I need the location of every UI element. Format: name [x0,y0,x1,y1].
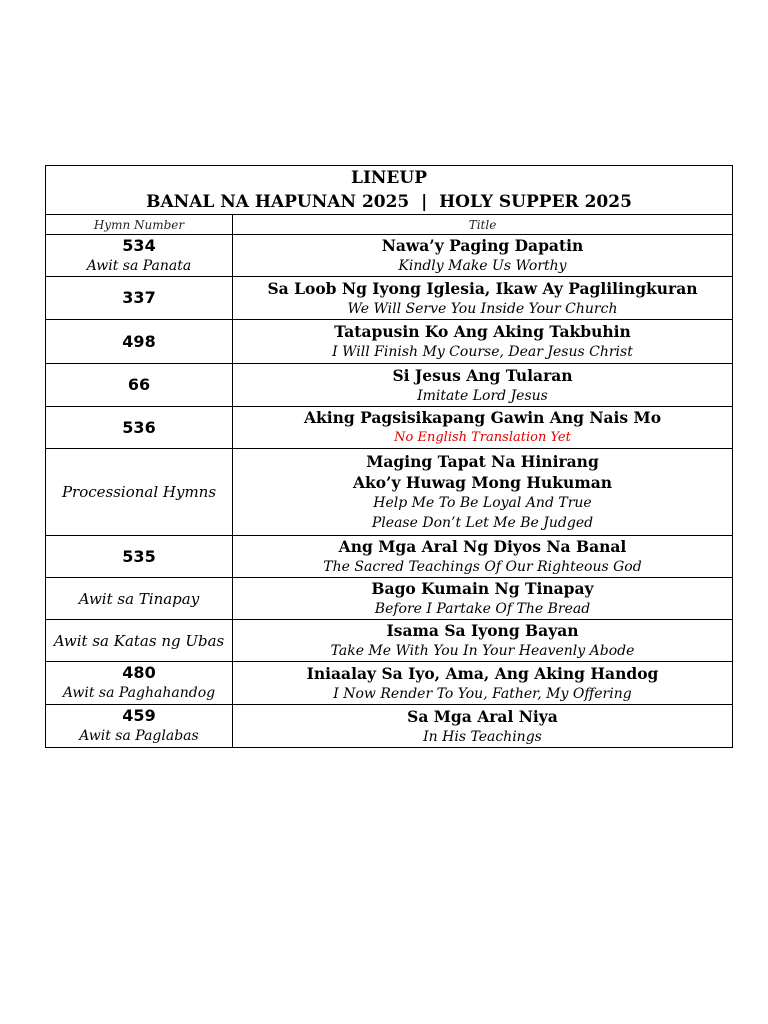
table-row [46,620,733,662]
hymn-translation-2: Please Don’t Let Me Be Judged [371,515,594,531]
title-cell [233,620,733,662]
column-header-title: Title [233,215,733,235]
title-cell [233,705,733,748]
table-row [46,578,733,620]
hymn-cell [46,662,233,705]
hymn-label: Awit sa Panata [86,257,192,274]
hymn-cell [46,705,233,748]
hymn-translation: I Now Render To You, Father, My Offering [333,685,632,702]
title-cell [233,578,733,620]
hymn-translation: I Will Finish My Course, Dear Jesus Christ [332,344,633,360]
table-row [46,407,733,449]
hymn-label: Awit sa Paghahandog [62,685,216,701]
hymn-title: Sa Loob Ng Iyong Iglesia, Ikaw Ay Paglilingkuran [267,278,698,298]
title-cell [233,364,733,407]
hymn-label: Awit sa Tinapay [78,589,200,608]
hymn-title: Iniaalay Sa Iyo, Ama, Ang Aking Handog [306,663,659,683]
hymn-translation: Help Me To Be Loyal And True [373,495,592,511]
hymn-translation: Imitate Lord Jesus [417,387,548,404]
hymn-cell [46,235,233,277]
title-cell [233,449,733,536]
hymn-cell [46,407,233,449]
hymn-translation: The Sacred Teachings Of Our Righteous God [323,559,642,575]
hymn-number: 534 [122,235,156,255]
title-cell [233,407,733,449]
title-cell [233,320,733,364]
hymn-number: 66 [127,375,151,394]
lineup-table [45,165,733,748]
hymn-cell [46,364,233,407]
hymn-label: Awit sa Katas ng Ubas [53,631,225,650]
hymn-title: Ang Mga Aral Ng Diyos Na Banal [338,537,627,556]
hymn-number: 480 [122,663,156,682]
table-row [46,364,733,407]
hymn-title: Tatapusin Ko Ang Aking Takbuhin [334,322,631,341]
hymn-number: 498 [122,331,156,351]
hymn-number: 459 [122,706,156,725]
table-row [46,277,733,320]
column-header-number: Hymn Number [46,215,233,235]
hymn-title: Si Jesus Ang Tularan [392,365,573,385]
hymn-title: Sa Mga Aral Niya [407,706,558,726]
title-cell [233,536,733,578]
table-row [46,662,733,705]
hymn-label: Processional Hymns [61,483,217,501]
hymn-cell [46,277,233,320]
hymn-title: Nawa’y Paging Dapatin [381,236,584,255]
table-row [46,705,733,748]
hymn-translation: In His Teachings [423,728,542,745]
table-title [46,166,733,215]
hymn-title: Aking Pagsisikapang Gawin Ang Nais Mo [303,408,662,427]
hymn-cell [46,320,233,364]
hymn-translation-missing: No English Translation Yet [394,430,571,445]
hymn-cell [46,578,233,620]
title-cell [233,662,733,705]
hymn-translation: We Will Serve You Inside Your Church [347,300,618,317]
table-row [46,235,733,277]
hymn-cell [46,449,233,536]
hymn-number: 535 [122,546,156,566]
hymn-title-2: Ako’y Huwag Mong Hukuman [352,473,613,492]
hymn-number: 536 [122,417,156,437]
table-row [46,320,733,364]
table-row [46,536,733,578]
hymn-translation: Take Me With You In Your Heavenly Abode [330,643,635,659]
hymn-cell [46,536,233,578]
hymn-cell [46,620,233,662]
title-cell [233,235,733,277]
title-line-1: LINEUP [350,168,427,188]
title-cell [233,277,733,320]
table-row [46,449,733,536]
hymn-translation: Before I Partake Of The Bread [374,601,591,617]
hymn-number: 337 [122,288,156,307]
hymn-title: Isama Sa Iyong Bayan [386,621,579,640]
hymn-translation: Kindly Make Us Worthy [398,258,567,274]
hymn-label: Awit sa Paglabas [79,728,199,744]
title-line-2: BANAL NA HAPUNAN 2025 | HOLY SUPPER 2025 [146,192,632,212]
hymn-title: Bago Kumain Ng Tinapay [371,579,594,598]
hymn-title: Maging Tapat Na Hinirang [366,452,599,471]
